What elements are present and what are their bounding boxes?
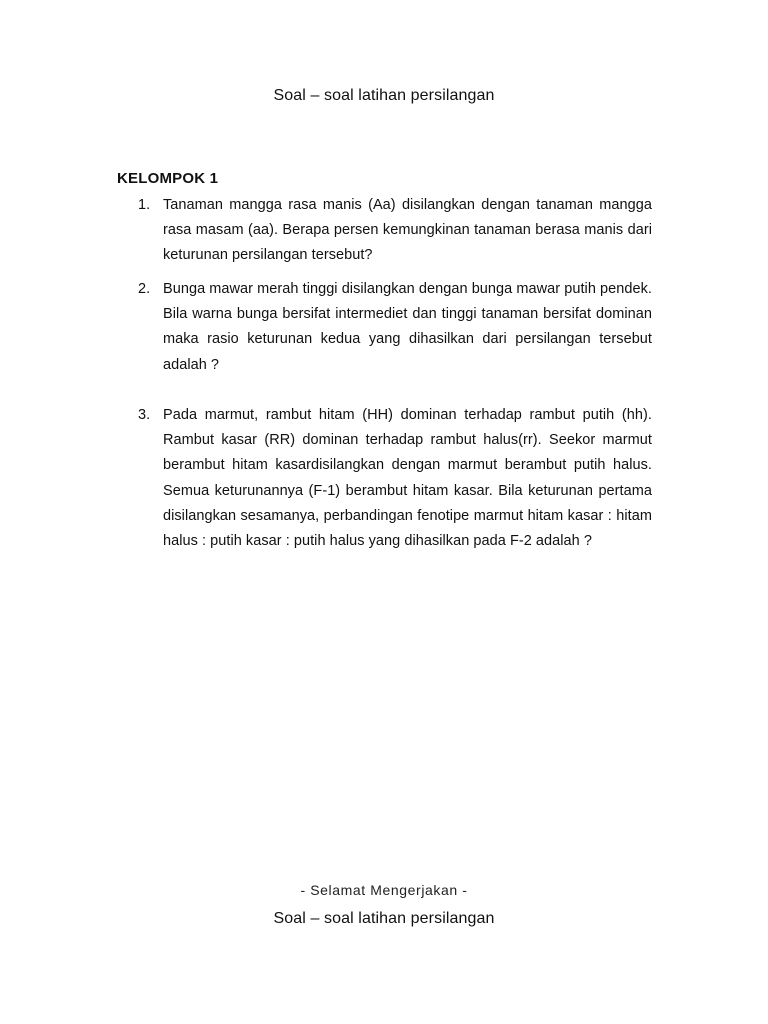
page-title: Soal – soal latihan persilangan — [273, 87, 495, 104]
next-page-title: Soal – soal latihan persilangan — [273, 910, 495, 927]
group-heading: KELOMPOK 1 — [117, 170, 219, 187]
question-text: Pada marmut, rambut hitam (HH) dominan terhadap rambut putih (hh). Rambut kasar (RR) dominan terhadap rambut halus(rr). Seekor marmut berambut hitam kasardisilangkan dengan marmut berambut putih halus. Semua keturunannya (F-1) berambut hitam kasar. Bila keturunan pertama disilangkan sesamanya, perbandingan fenotipe marmut hitam kasar : hitam halus : putih kasar : putih halus yang dihasilkan pada F-2 adalah ? — [163, 407, 652, 550]
question-number: 3. — [138, 407, 151, 423]
closing-text: - Selamat Mengerjakan - — [300, 882, 468, 898]
question-text: Bunga mawar merah tinggi disilangkan dengan bunga mawar putih pendek. Bila warna bunga bersifat intermediet dan tinggi tanaman bersifat dominan maka rasio keturunan kedua yang dihasilkan dari persilangan tersebut adalah ? — [163, 281, 652, 373]
question-text: Tanaman mangga rasa manis (Aa) disilangkan dengan tanaman mangga rasa masam (aa). Berapa persen kemungkinan tanaman berasa manis dari keturunan persilangan tersebut? — [163, 197, 652, 264]
question-number: 1. — [138, 197, 151, 213]
question-number: 2. — [138, 281, 151, 297]
